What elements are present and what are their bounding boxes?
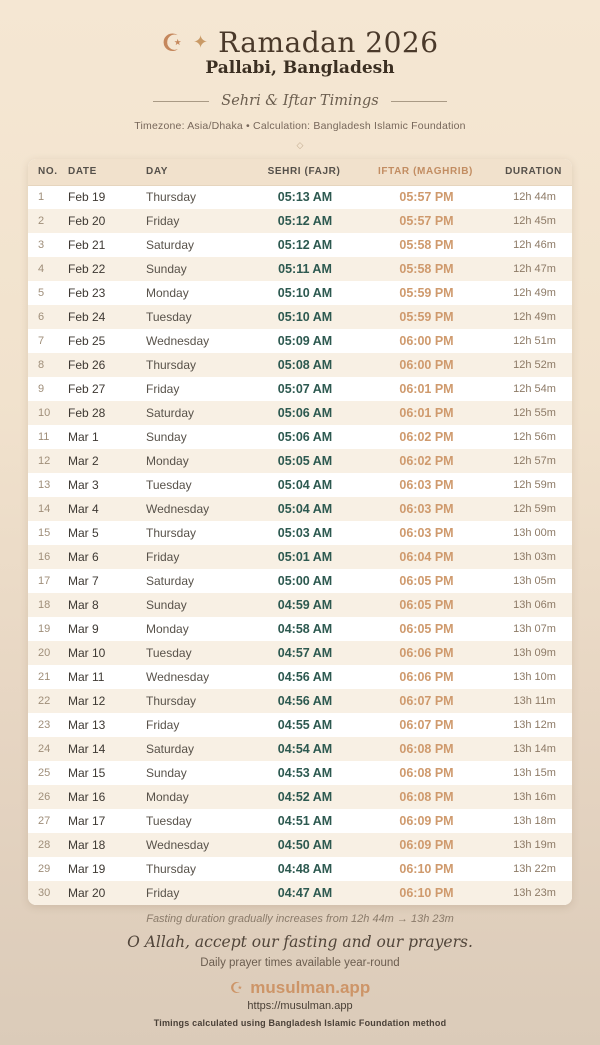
row-duration: 13h 12m [513, 719, 556, 731]
row-date: Mar 4 [68, 502, 99, 516]
row-date: Feb 20 [68, 214, 106, 228]
page-header [0, 0, 600, 151]
row-date: Mar 7 [68, 574, 99, 588]
row-sehri-time: 04:59 AM [277, 598, 333, 612]
row-sehri-time: 04:53 AM [277, 766, 333, 780]
row-day: Friday [146, 550, 180, 564]
row-duration: 13h 14m [513, 743, 556, 755]
table-row [28, 689, 572, 713]
row-day: Wednesday [146, 334, 210, 348]
row-duration: 13h 07m [513, 623, 556, 635]
row-iftar-time: 06:07 PM [399, 718, 454, 732]
row-day: Sunday [146, 766, 187, 780]
row-number: 24 [38, 743, 51, 755]
duration-range-note: Fasting duration gradually increases from 12h 44m → 13h 23m [146, 913, 454, 925]
row-sehri-time: 05:05 AM [277, 454, 333, 468]
row-number: 2 [38, 215, 45, 227]
row-duration: 12h 47m [513, 263, 556, 275]
row-day: Wednesday [146, 502, 210, 516]
row-duration: 13h 19m [513, 839, 556, 851]
row-sehri-time: 05:06 AM [277, 406, 333, 420]
row-iftar-time: 05:59 PM [399, 286, 454, 300]
table-row [28, 737, 572, 761]
row-sehri-time: 04:51 AM [277, 814, 333, 828]
table-row [28, 785, 572, 809]
row-date: Mar 16 [68, 790, 106, 804]
row-day: Wednesday [146, 670, 210, 684]
row-date: Feb 21 [68, 238, 106, 252]
table-row [28, 857, 572, 881]
row-day: Friday [146, 214, 180, 228]
row-date: Feb 24 [68, 310, 106, 324]
row-day: Tuesday [146, 814, 192, 828]
row-number: 16 [38, 551, 51, 563]
divider-line-right [391, 101, 447, 102]
table-row [28, 617, 572, 641]
row-day: Monday [146, 454, 189, 468]
row-sehri-time: 05:08 AM [277, 358, 333, 372]
timetable-card [28, 159, 572, 905]
row-duration: 13h 18m [513, 815, 556, 827]
page-title: Ramadan 2026 [218, 26, 439, 59]
row-duration: 12h 59m [513, 479, 556, 491]
row-date: Mar 12 [68, 694, 106, 708]
row-duration: 12h 51m [513, 335, 556, 347]
row-iftar-time: 06:05 PM [399, 598, 454, 612]
table-row [28, 641, 572, 665]
row-iftar-time: 06:00 PM [399, 358, 454, 372]
row-iftar-time: 06:06 PM [399, 646, 454, 660]
row-duration: 12h 52m [513, 359, 556, 371]
row-number: 19 [38, 623, 51, 635]
row-number: 29 [38, 863, 51, 875]
row-date: Mar 9 [68, 622, 99, 636]
row-number: 3 [38, 239, 45, 251]
row-iftar-time: 06:07 PM [399, 694, 454, 708]
row-day: Monday [146, 790, 189, 804]
row-iftar-time: 06:08 PM [399, 742, 454, 756]
row-date: Mar 20 [68, 886, 106, 900]
row-number: 17 [38, 575, 51, 587]
row-duration: 13h 10m [513, 671, 556, 683]
table-row [28, 545, 572, 569]
row-day: Tuesday [146, 646, 192, 660]
row-date: Feb 23 [68, 286, 106, 300]
row-duration: 13h 03m [513, 551, 556, 563]
row-date: Mar 6 [68, 550, 99, 564]
row-date: Feb 25 [68, 334, 106, 348]
row-number: 14 [38, 503, 51, 515]
column-header-duration: DURATION [495, 159, 572, 185]
row-day: Sunday [146, 262, 187, 276]
table-row [28, 713, 572, 737]
row-duration: 13h 00m [513, 527, 556, 539]
row-day: Saturday [146, 406, 195, 420]
table-row [28, 449, 572, 473]
row-date: Mar 15 [68, 766, 106, 780]
row-date: Mar 17 [68, 814, 106, 828]
row-sehri-time: 04:56 AM [277, 670, 333, 684]
location-label: Pallabi, Bangladesh [205, 58, 395, 78]
row-number: 20 [38, 647, 51, 659]
row-day: Tuesday [146, 310, 192, 324]
calculation-method-note: Timings calculated using Bangladesh Islamic Foundation method [153, 1018, 447, 1028]
row-day: Thursday [146, 358, 197, 372]
row-iftar-time: 06:08 PM [399, 766, 454, 780]
row-number: 27 [38, 815, 51, 827]
crescent-moon-icon: ☪ [161, 28, 183, 57]
row-sehri-time: 05:00 AM [277, 574, 333, 588]
row-date: Mar 13 [68, 718, 106, 732]
row-date: Mar 2 [68, 454, 99, 468]
row-date: Feb 22 [68, 262, 106, 276]
row-duration: 12h 56m [513, 431, 556, 443]
row-day: Friday [146, 382, 180, 396]
row-sehri-time: 04:48 AM [277, 862, 333, 876]
row-duration: 13h 15m [513, 767, 556, 779]
row-date: Mar 18 [68, 838, 106, 852]
table-row [28, 833, 572, 857]
row-number: 25 [38, 767, 51, 779]
row-duration: 13h 06m [513, 599, 556, 611]
row-date: Mar 14 [68, 742, 106, 756]
row-sehri-time: 05:04 AM [277, 478, 333, 492]
row-duration: 12h 59m [513, 503, 556, 515]
page-subtitle: Sehri & Iftar Timings [221, 93, 379, 109]
row-iftar-time: 06:08 PM [399, 790, 454, 804]
row-duration: 13h 22m [513, 863, 556, 875]
row-duration: 12h 49m [513, 287, 556, 299]
row-number: 12 [38, 455, 51, 467]
row-sehri-time: 05:03 AM [277, 526, 333, 540]
row-day: Saturday [146, 238, 195, 252]
row-day: Tuesday [146, 478, 192, 492]
table-row [28, 329, 572, 353]
row-iftar-time: 06:04 PM [399, 550, 454, 564]
table-row [28, 233, 572, 257]
row-iftar-time: 06:03 PM [399, 526, 454, 540]
row-number: 1 [38, 191, 45, 204]
row-day: Thursday [146, 526, 197, 540]
row-sehri-time: 05:13 AM [277, 190, 333, 205]
row-day: Thursday [146, 862, 197, 876]
brand-name: musulman.app [250, 978, 371, 997]
row-date: Feb 19 [68, 190, 106, 205]
row-sehri-time: 04:54 AM [277, 742, 333, 756]
row-sehri-time: 05:11 AM [278, 262, 332, 276]
row-day: Thursday [146, 190, 197, 205]
row-duration: 12h 46m [513, 239, 556, 251]
sparkle-star-icon: ✦ [192, 31, 209, 53]
row-iftar-time: 06:10 PM [399, 886, 454, 900]
row-duration: 13h 16m [513, 791, 556, 803]
table-row [28, 353, 572, 377]
row-duration: 12h 45m [513, 215, 556, 227]
row-iftar-time: 05:57 PM [399, 190, 454, 205]
row-sehri-time: 04:56 AM [277, 694, 333, 708]
row-iftar-time: 06:01 PM [399, 406, 454, 420]
row-number: 30 [38, 887, 51, 899]
title-row [0, 26, 600, 59]
row-day: Sunday [146, 430, 187, 444]
row-number: 6 [38, 311, 45, 323]
row-duration: 12h 49m [513, 311, 556, 323]
row-sehri-time: 05:04 AM [277, 502, 333, 516]
row-sehri-time: 05:12 AM [277, 238, 333, 252]
row-sehri-time: 04:57 AM [277, 646, 333, 660]
row-sehri-time: 05:06 AM [277, 430, 333, 444]
divider-line-left [153, 101, 209, 102]
row-iftar-time: 06:09 PM [399, 814, 454, 828]
row-iftar-time: 06:10 PM [399, 862, 454, 876]
row-date: Mar 3 [68, 478, 99, 492]
row-iftar-time: 06:00 PM [399, 334, 454, 348]
brand-link[interactable] [230, 978, 370, 998]
row-number: 13 [38, 479, 51, 491]
table-row [28, 569, 572, 593]
row-sehri-time: 04:52 AM [277, 790, 333, 804]
row-number: 22 [38, 695, 51, 707]
row-iftar-time: 06:05 PM [399, 574, 454, 588]
row-number: 23 [38, 719, 51, 731]
row-date: Mar 8 [68, 598, 99, 612]
brand-url[interactable]: https://musulman.app [247, 1000, 353, 1012]
row-number: 15 [38, 527, 51, 539]
row-iftar-time: 05:58 PM [399, 238, 454, 252]
column-header-no: NO. [28, 159, 66, 185]
table-row [28, 665, 572, 689]
row-date: Feb 28 [68, 406, 106, 420]
timetable-body [28, 185, 572, 905]
row-number: 10 [38, 407, 51, 419]
row-iftar-time: 06:02 PM [399, 430, 454, 444]
table-row [28, 881, 572, 905]
row-iftar-time: 06:02 PM [399, 454, 454, 468]
dua-quote: O Allah, accept our fasting and our prayers. [127, 933, 473, 951]
availability-note: Daily prayer times available year-round [200, 957, 400, 969]
row-duration: 12h 57m [513, 455, 556, 467]
timetable [28, 159, 572, 905]
diamond-ornament-icon: ◇ [296, 141, 304, 151]
row-duration: 13h 23m [513, 887, 556, 899]
row-date: Mar 1 [68, 430, 99, 444]
row-day: Monday [146, 286, 189, 300]
row-iftar-time: 06:03 PM [399, 502, 454, 516]
row-iftar-time: 06:03 PM [399, 478, 454, 492]
row-sehri-time: 04:47 AM [277, 886, 333, 900]
row-date: Mar 11 [68, 670, 105, 684]
timetable-header [28, 159, 572, 185]
row-day: Thursday [146, 694, 197, 708]
row-number: 26 [38, 791, 51, 803]
row-date: Mar 10 [68, 646, 106, 660]
row-number: 8 [38, 359, 45, 371]
timezone-calculation-meta: Timezone: Asia/Dhaka • Calculation: Bangladesh Islamic Foundation [134, 120, 466, 132]
row-duration: 13h 11m [513, 695, 556, 707]
row-iftar-time: 06:01 PM [399, 382, 454, 396]
row-day: Wednesday [146, 838, 210, 852]
table-row [28, 185, 572, 209]
brand-crescent-icon: ☪ [229, 979, 244, 997]
row-number: 11 [38, 431, 50, 443]
row-day: Friday [146, 718, 180, 732]
row-date: Mar 5 [68, 526, 99, 540]
column-header-sehri: SEHRI (FAJR) [252, 159, 356, 185]
row-sehri-time: 04:50 AM [277, 838, 333, 852]
row-number: 21 [38, 671, 51, 683]
row-date: Mar 19 [68, 862, 106, 876]
table-row [28, 377, 572, 401]
row-iftar-time: 05:59 PM [399, 310, 454, 324]
table-row [28, 809, 572, 833]
row-duration: 12h 55m [513, 407, 556, 419]
row-sehri-time: 04:55 AM [277, 718, 333, 732]
row-number: 5 [38, 287, 45, 299]
column-header-day: DAY [144, 159, 252, 185]
row-iftar-time: 06:05 PM [399, 622, 454, 636]
row-duration: 12h 44m [513, 191, 556, 204]
row-day: Saturday [146, 742, 195, 756]
row-sehri-time: 05:09 AM [277, 334, 333, 348]
table-row [28, 473, 572, 497]
row-iftar-time: 06:09 PM [399, 838, 454, 852]
row-sehri-time: 05:12 AM [277, 214, 333, 228]
row-day: Monday [146, 622, 189, 636]
table-row [28, 593, 572, 617]
row-sehri-time: 05:07 AM [277, 382, 333, 396]
row-sehri-time: 05:01 AM [277, 550, 333, 564]
row-sehri-time: 04:58 AM [277, 622, 333, 636]
table-row [28, 209, 572, 233]
table-row [28, 257, 572, 281]
row-day: Friday [146, 886, 180, 900]
row-sehri-time: 05:10 AM [277, 310, 333, 324]
row-day: Saturday [146, 574, 195, 588]
row-iftar-time: 06:06 PM [399, 670, 454, 684]
page-footer [0, 913, 600, 1028]
table-row [28, 521, 572, 545]
column-header-iftar: IFTAR (MAGHRIB) [356, 159, 495, 185]
table-row [28, 401, 572, 425]
row-iftar-time: 05:58 PM [399, 262, 454, 276]
row-number: 28 [38, 839, 51, 851]
table-row [28, 281, 572, 305]
row-duration: 13h 05m [513, 575, 556, 587]
row-number: 7 [38, 335, 45, 347]
row-duration: 12h 54m [513, 383, 556, 395]
subtitle-row [0, 93, 600, 109]
row-date: Feb 27 [68, 382, 106, 396]
row-number: 4 [38, 263, 45, 275]
row-date: Feb 26 [68, 358, 106, 372]
table-row [28, 497, 572, 521]
row-iftar-time: 05:57 PM [399, 214, 454, 228]
row-number: 9 [38, 383, 45, 395]
table-row [28, 761, 572, 785]
column-header-date: DATE [66, 159, 144, 185]
row-sehri-time: 05:10 AM [277, 286, 333, 300]
row-duration: 13h 09m [513, 647, 556, 659]
table-row [28, 305, 572, 329]
table-row [28, 425, 572, 449]
row-number: 18 [38, 599, 51, 611]
row-day: Sunday [146, 598, 187, 612]
